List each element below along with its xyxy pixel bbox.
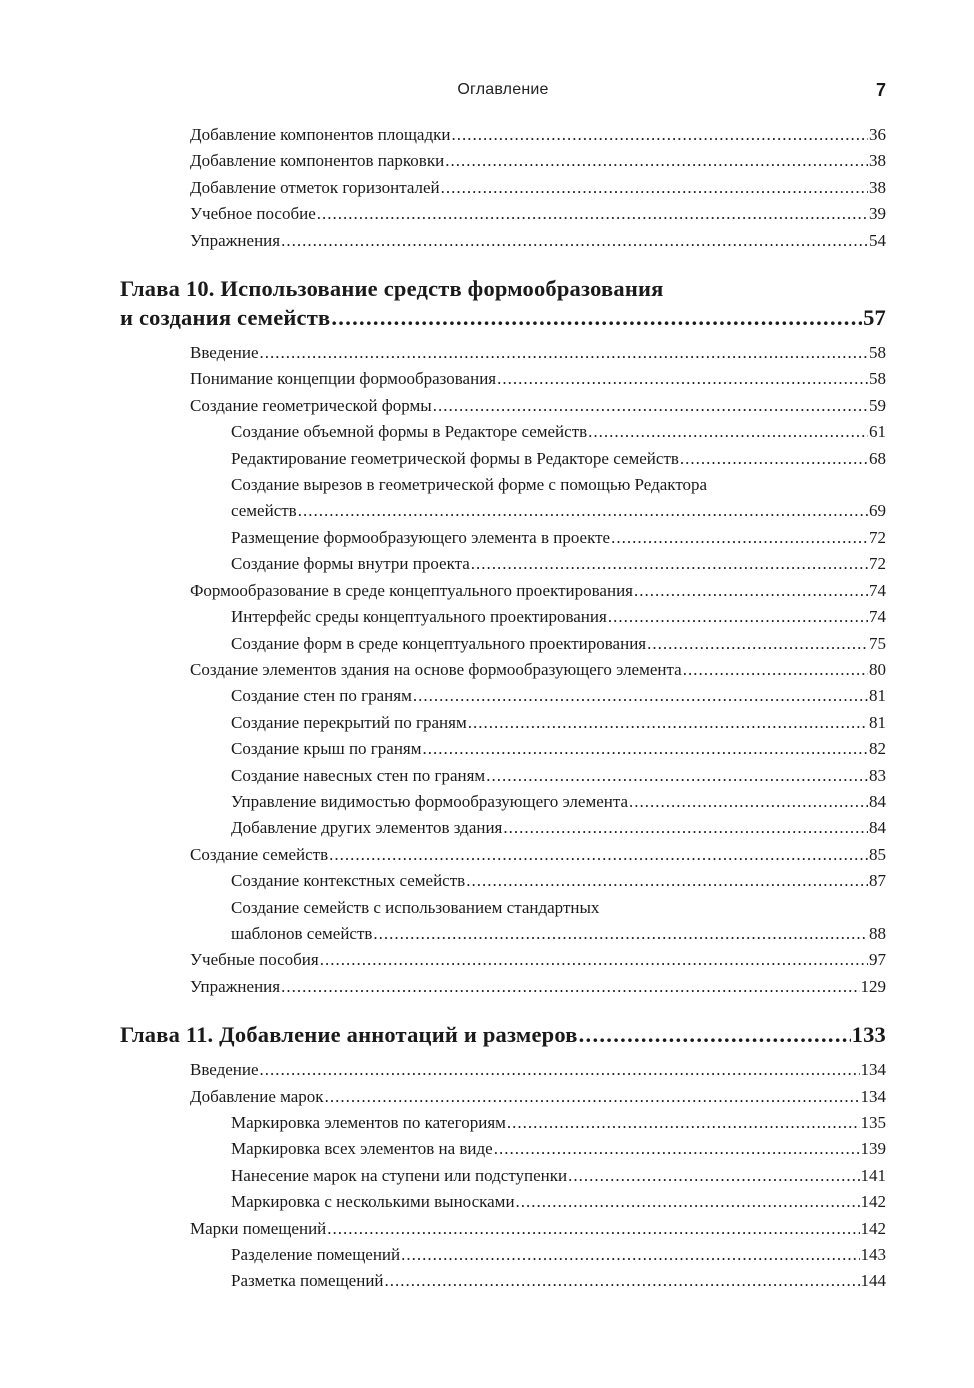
- chapter-page: 57: [863, 305, 886, 331]
- toc-subentry[interactable]: Управление видимостью формообразующего элемента ..... 84: [120, 789, 886, 815]
- toc-subentry[interactable]: Создание форм в среде концептуального проектирования ..... 75: [120, 631, 886, 657]
- chapter-title-line: Глава 11. Добавление аннотаций и размеров ..... 133: [120, 1020, 886, 1049]
- toc-subentry[interactable]: Интерфейс среды концептуального проектирования ..... 74: [120, 604, 886, 630]
- toc-subentry[interactable]: Создание объемной формы в Редакторе семейств ..... 61: [120, 419, 886, 445]
- running-header: [120, 78, 886, 102]
- toc-subentry[interactable]: Разметка помещений ..... 144: [120, 1268, 886, 1294]
- running-title: Оглавление: [457, 81, 549, 98]
- chapter-10-heading[interactable]: [120, 274, 886, 332]
- chapter-11-entries: [120, 1057, 886, 1295]
- toc-entry[interactable]: Добавление марок ..... 134: [120, 1084, 886, 1110]
- chapter-title-line: Глава 10. Использование средств формообразования: [120, 276, 664, 302]
- toc-subentry[interactable]: Размещение формообразующего элемента в проекте ..... 72: [120, 525, 886, 551]
- toc-subentry[interactable]: Редактирование геометрической формы в Редакторе семейств ..... 68: [120, 446, 886, 472]
- toc-entry[interactable]: Формообразование в среде концептуального проектирования ..... 74: [120, 578, 886, 604]
- toc-subentry[interactable]: Создание навесных стен по граням ..... 83: [120, 763, 886, 789]
- toc-subentry[interactable]: Создание контекстных семейств ..... 87: [120, 868, 886, 894]
- toc-entry[interactable]: Добавление компонентов парковки ..... 38: [120, 148, 886, 174]
- toc-entry[interactable]: Учебное пособие ..... 39: [120, 201, 886, 227]
- toc-subentry[interactable]: Создание формы внутри проекта ..... 72: [120, 551, 886, 577]
- toc-subentry[interactable]: Маркировка с несколькими выносками ..... 142: [120, 1189, 886, 1215]
- toc-subentry[interactable]: Создание крыш по граням ..... 82: [120, 736, 886, 762]
- table-of-contents: [120, 122, 886, 1295]
- chapter-page: 133: [851, 1022, 886, 1048]
- toc-entry[interactable]: Учебные пособия ..... 97: [120, 947, 886, 973]
- toc-entry[interactable]: Упражнения ..... 54: [120, 228, 886, 254]
- toc-entry[interactable]: Добавление отметок горизонталей ..... 38: [120, 175, 886, 201]
- toc-entry[interactable]: Создание семейств ..... 85: [120, 842, 886, 868]
- toc-subentry[interactable]: Разделение помещений ..... 143: [120, 1242, 886, 1268]
- toc-subentry-wrapped-line[interactable]: Создание семейств с использованием стандартных: [231, 897, 600, 917]
- toc-entry[interactable]: Добавление компонентов площадки ..... 36: [120, 122, 886, 148]
- toc-subentry[interactable]: Добавление других элементов здания ..... 84: [120, 815, 886, 841]
- toc-entry[interactable]: Упражнения ..... 129: [120, 974, 886, 1000]
- toc-subentry[interactable]: Маркировка всех элементов на виде ..... 139: [120, 1136, 886, 1162]
- toc-subentry[interactable]: Создание стен по граням ..... 81: [120, 683, 886, 709]
- toc-entry[interactable]: Марки помещений ..... 142: [120, 1216, 886, 1242]
- toc-entry[interactable]: Введение ..... 134: [120, 1057, 886, 1083]
- toc-entry[interactable]: Создание элементов здания на основе формообразующего элемента ..... 80: [120, 657, 886, 683]
- toc-entry[interactable]: Введение ..... 58: [120, 340, 886, 366]
- toc-subentry-wrapped-line[interactable]: Создание вырезов в геометрической форме с помощью Редактора: [231, 475, 708, 495]
- page-number: 7: [875, 80, 886, 100]
- toc-subentry[interactable]: семейств ..... 69: [120, 498, 886, 524]
- toc-subentry[interactable]: Создание перекрытий по граням ..... 81: [120, 710, 886, 736]
- chapter-11-heading[interactable]: [120, 1020, 886, 1049]
- toc-subentry[interactable]: шаблонов семейств ..... 88: [120, 921, 886, 947]
- toc-entry[interactable]: Создание геометрической формы ..... 59: [120, 393, 886, 419]
- chapter-title-line: и создания семейств ..... 57: [120, 303, 886, 332]
- toc-subentry[interactable]: Маркировка элементов по категориям ..... 135: [120, 1110, 886, 1136]
- toc-entry[interactable]: Понимание концепции формообразования ..... 58: [120, 366, 886, 392]
- toc-subentry[interactable]: Нанесение марок на ступени или подступенки ..... 141: [120, 1163, 886, 1189]
